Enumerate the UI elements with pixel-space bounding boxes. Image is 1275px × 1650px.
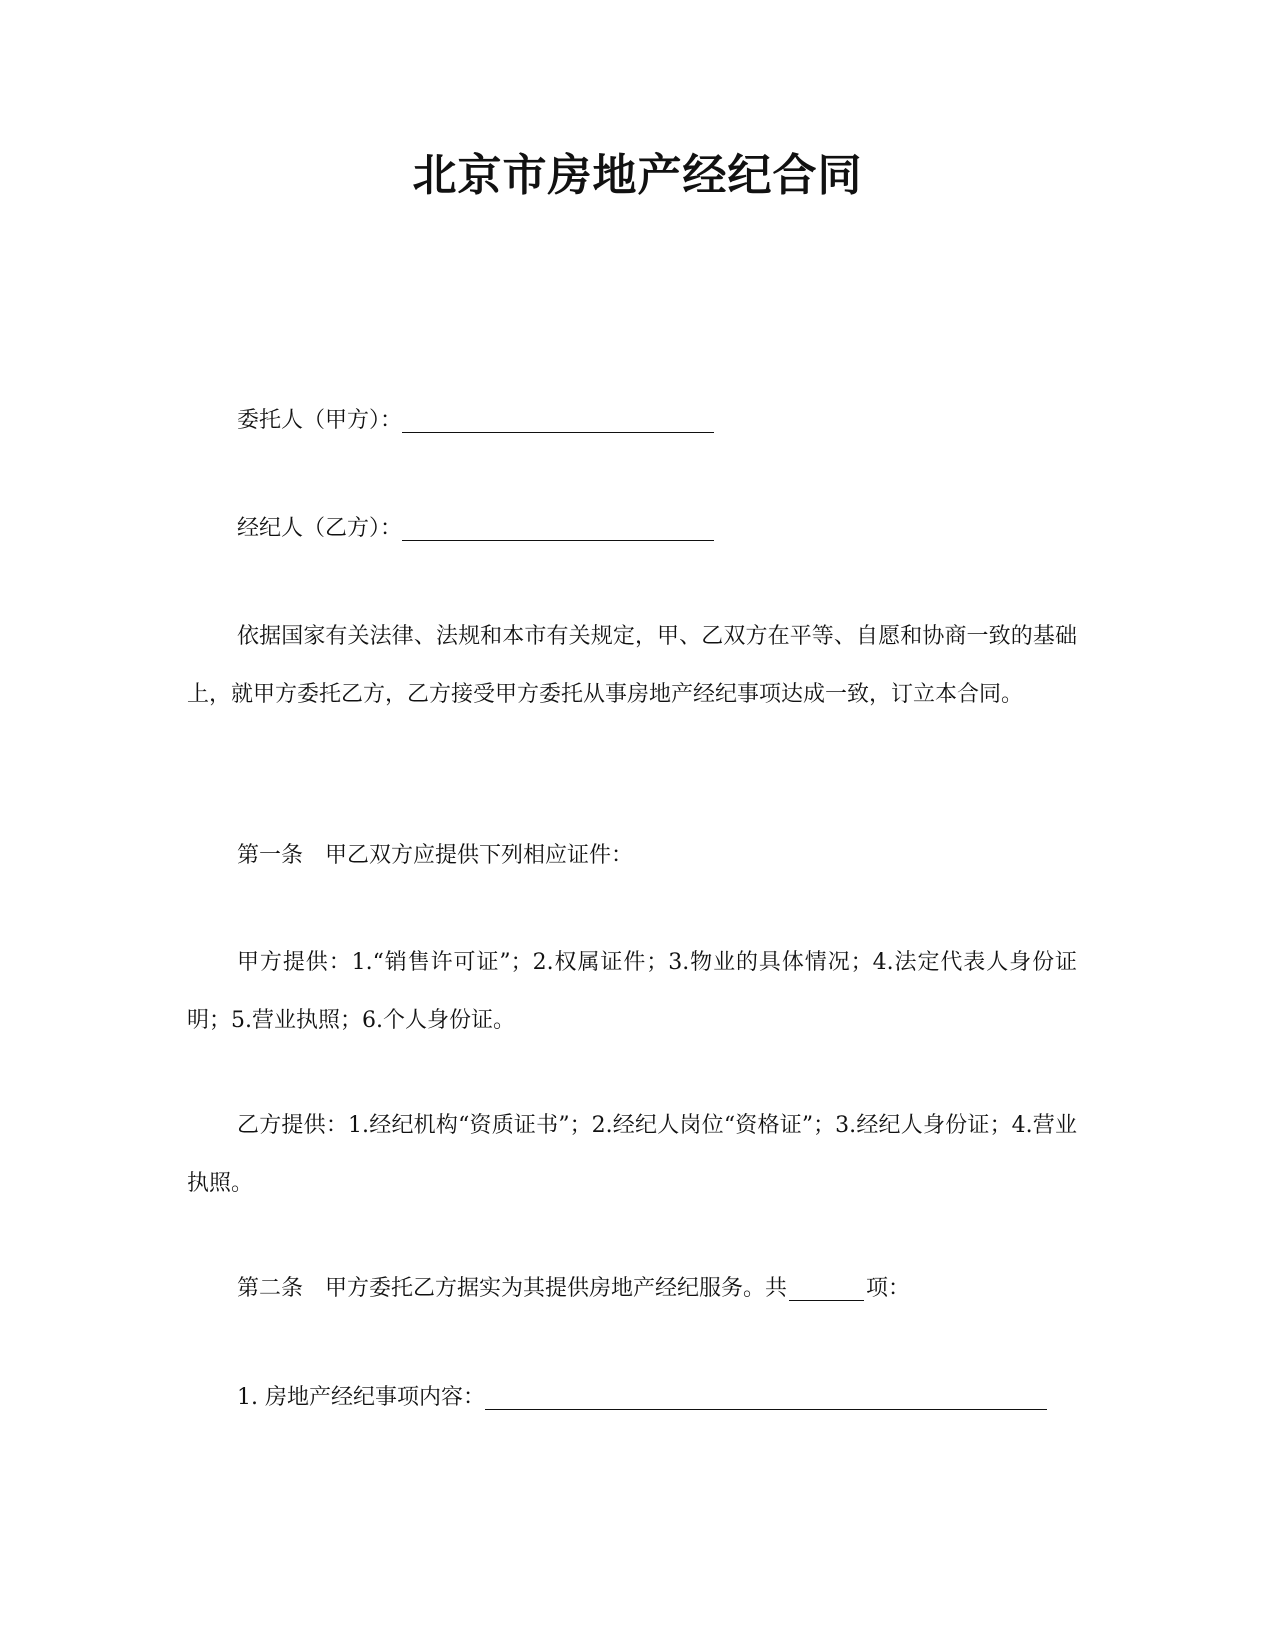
article2-heading-suffix: 项： (866, 1276, 911, 1301)
article1-heading: 第一条 甲乙双方应提供下列相应证件： (237, 843, 634, 868)
item1-label: 1. 房地产经纪事项内容： (237, 1385, 485, 1410)
article2-heading (187, 1260, 1137, 1318)
article1-party-a-paragraph: 甲方提供：1.“销售许可证”；2.权属证件；3.物业的具体情况；4.法定代表人身份证明；5.营业执照；6.个人身份证。 (187, 950, 1077, 1033)
document-title: 北京市房地产经纪合同 (412, 150, 863, 201)
party-a-line (187, 392, 1137, 450)
party-b-blank[interactable] (402, 518, 714, 541)
article1-party-b-paragraph: 乙方提供：1.经纪机构“资质证书”；2.经纪人岗位“资格证”；3.经纪人身份证；4.营业执照。 (187, 1113, 1077, 1196)
item1-content-blank[interactable] (485, 1387, 1047, 1410)
party-b-label: 经纪人（乙方）： (237, 516, 403, 541)
preamble-paragraph: 依据国家有关法律、法规和本市有关规定，甲、乙双方在平等、自愿和协商一致的基础上，就甲方委托乙方，乙方接受甲方委托从事房地产经纪事项达成一致，订立本合同。 (187, 624, 1077, 707)
item1-line (187, 1369, 1137, 1427)
article2-heading-text: 第二条 甲方委托乙方据实为其提供房地产经纪服务。共 (237, 1276, 788, 1301)
party-a-blank[interactable] (402, 410, 714, 433)
service-count-blank[interactable] (789, 1278, 864, 1301)
party-b-line (187, 500, 1137, 558)
party-a-label: 委托人（甲方）： (237, 408, 403, 433)
